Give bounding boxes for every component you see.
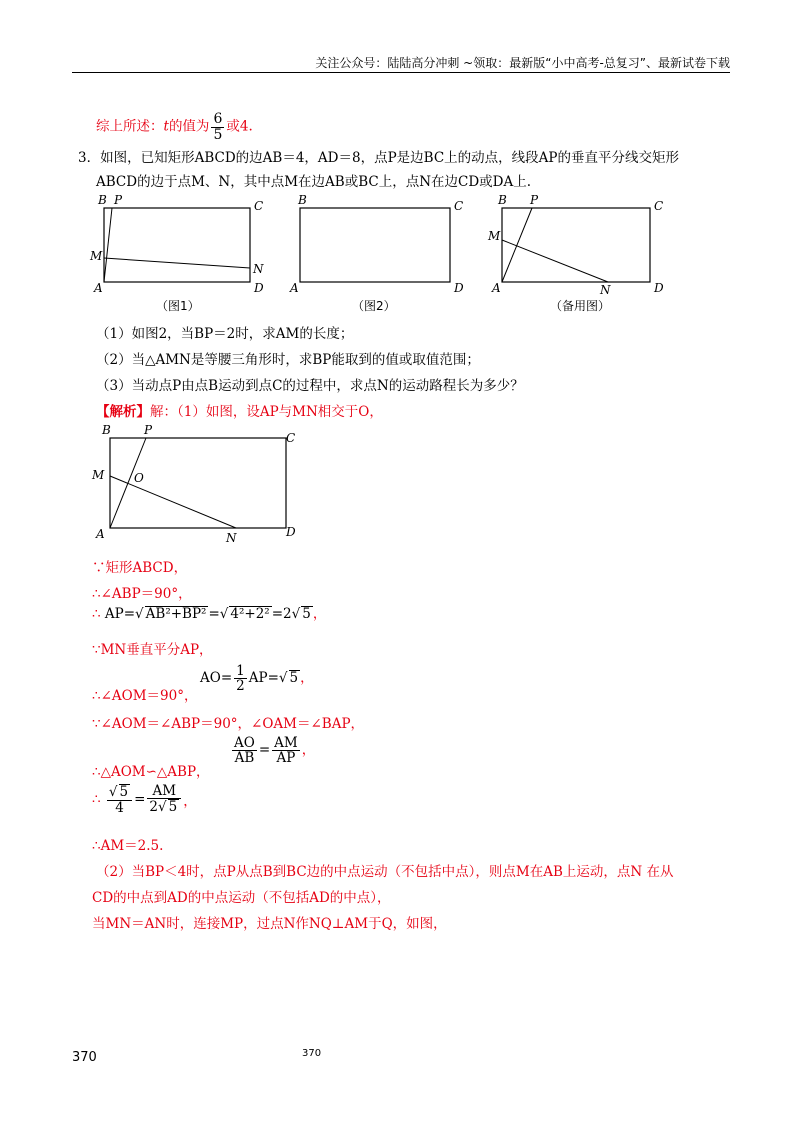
page-number-left: 370 [72, 1050, 97, 1065]
fig2-label-b: B [298, 193, 307, 207]
fig2-label-d: D [454, 281, 464, 295]
summary-line [96, 112, 253, 142]
summary-prefix: 综上所述： [96, 118, 164, 135]
problem-line-1: 3．如图，已知矩形ABCD的边AB＝4，AD＝8，点P是边BC上的动点，线段AP的垂直平分线交矩形 [78, 150, 680, 166]
summary-mid: 的值为 [168, 118, 210, 135]
solution-intro: 【解析】解：（1）如图，设AP与MN相交于O， [96, 404, 383, 420]
summary-tail: 或4. [226, 118, 253, 135]
fig3-label-b: B [498, 193, 507, 207]
fig1-label-c: C [254, 199, 264, 213]
fig1-label-m: M [90, 249, 103, 263]
fig1-label-a: A [94, 281, 103, 295]
fig3-label-p: P [530, 193, 539, 207]
fig3-label-d: D [654, 281, 664, 295]
summary-fraction: $\frac{6}{5}$ [213, 111, 223, 143]
step-8: ∴ $\frac{√ 5}{4}$ = $\frac{AM}{2√ 5}$ ， [92, 783, 197, 816]
step-9: ∴AM＝2.5. [92, 838, 164, 854]
question-1: （1）如图2，当BP＝2时，求AM的长度； [96, 326, 354, 342]
sol-label-m: M [92, 468, 105, 482]
fig3-label-a: A [492, 281, 501, 295]
header-rule [72, 72, 730, 73]
fig3-label-m: M [488, 229, 501, 243]
figures-row [86, 190, 676, 320]
sol-label-c: C [286, 431, 296, 445]
step-4: ∵MN垂直平分AP， [92, 642, 213, 658]
problem-line-2: ABCD的边于点M、N，其中点M在边AB或BC上，点N在边CD或DA上. [96, 174, 532, 190]
solution-figure [84, 420, 304, 550]
summary-var: t [163, 118, 169, 135]
fig2-label-a: A [290, 281, 299, 295]
fig1-label-b: B [98, 193, 107, 207]
page-number-center: 370 [302, 1048, 322, 1059]
step-7-formula: $\frac{AO}{AB}$ = $\frac{AM}{AP}$ ， [234, 735, 316, 767]
step-5-text: ∴∠AOM＝90°， [92, 688, 198, 704]
sol-label-a: A [96, 527, 105, 541]
fig3-caption: （备用图） [550, 299, 611, 313]
sol-label-b: B [102, 423, 111, 437]
fig2-caption: （图2） [352, 299, 396, 313]
solution-tag: 【解析】 [96, 404, 150, 420]
sol-label-o: O [134, 471, 144, 485]
sol-label-p: P [144, 423, 153, 437]
question-3: （3）当动点P由点B运动到点C的过程中，求点N的运动路程长为多少？ [96, 378, 524, 394]
step-1: ∵矩形ABCD， [92, 560, 188, 576]
fig1-label-d: D [254, 281, 264, 295]
part2-line-2: CD的中点到AD的中点运动（不包括AD的中点）， [92, 890, 391, 906]
figure-1 [89, 193, 264, 313]
fig1-label-p: P [114, 193, 123, 207]
part2-line-1: （2）当BP＜4时，点P从点B到BC边的中点运动（不包括中点），则点M在AB上运动，点N 在从 [96, 864, 674, 880]
step-6: ∵∠AOM＝∠ABP＝90°，∠OAM＝∠BAP， [92, 716, 365, 732]
fig1-label-n: N [253, 262, 264, 276]
part2-line-3: 当MN＝AN时，连接MP，过点N作NQ⊥AM于Q，如图， [92, 916, 447, 932]
figure-2 [289, 193, 464, 313]
fig2-label-c: C [454, 199, 464, 213]
fig1-caption: （图1） [156, 299, 200, 313]
step-5-formula: AO= $\frac{1}{2}$ AP=√ 5 ， [200, 663, 314, 695]
step-2: ∴∠ABP＝90°， [92, 586, 192, 602]
sol-label-n: N [226, 531, 237, 545]
sol-label-d: D [286, 525, 296, 539]
fig3-label-n: N [600, 283, 611, 297]
question-2: （2）当△AMN是等腰三角形时，求BP能取到的值或取值范围； [96, 352, 480, 368]
page-header: 关注公众号：陆陆高分冲刺 ~领取：最新版“小中高考-总复习”、最新试卷下载 [315, 56, 730, 70]
figure-3 [487, 193, 664, 313]
step-7-text: ∴△AOM∽△ABP， [92, 764, 210, 780]
step-3: ∴ AP=√ AB²+BP² =√ 4²+2² =2√ 5 ， [92, 606, 327, 622]
fig3-label-c: C [654, 199, 664, 213]
